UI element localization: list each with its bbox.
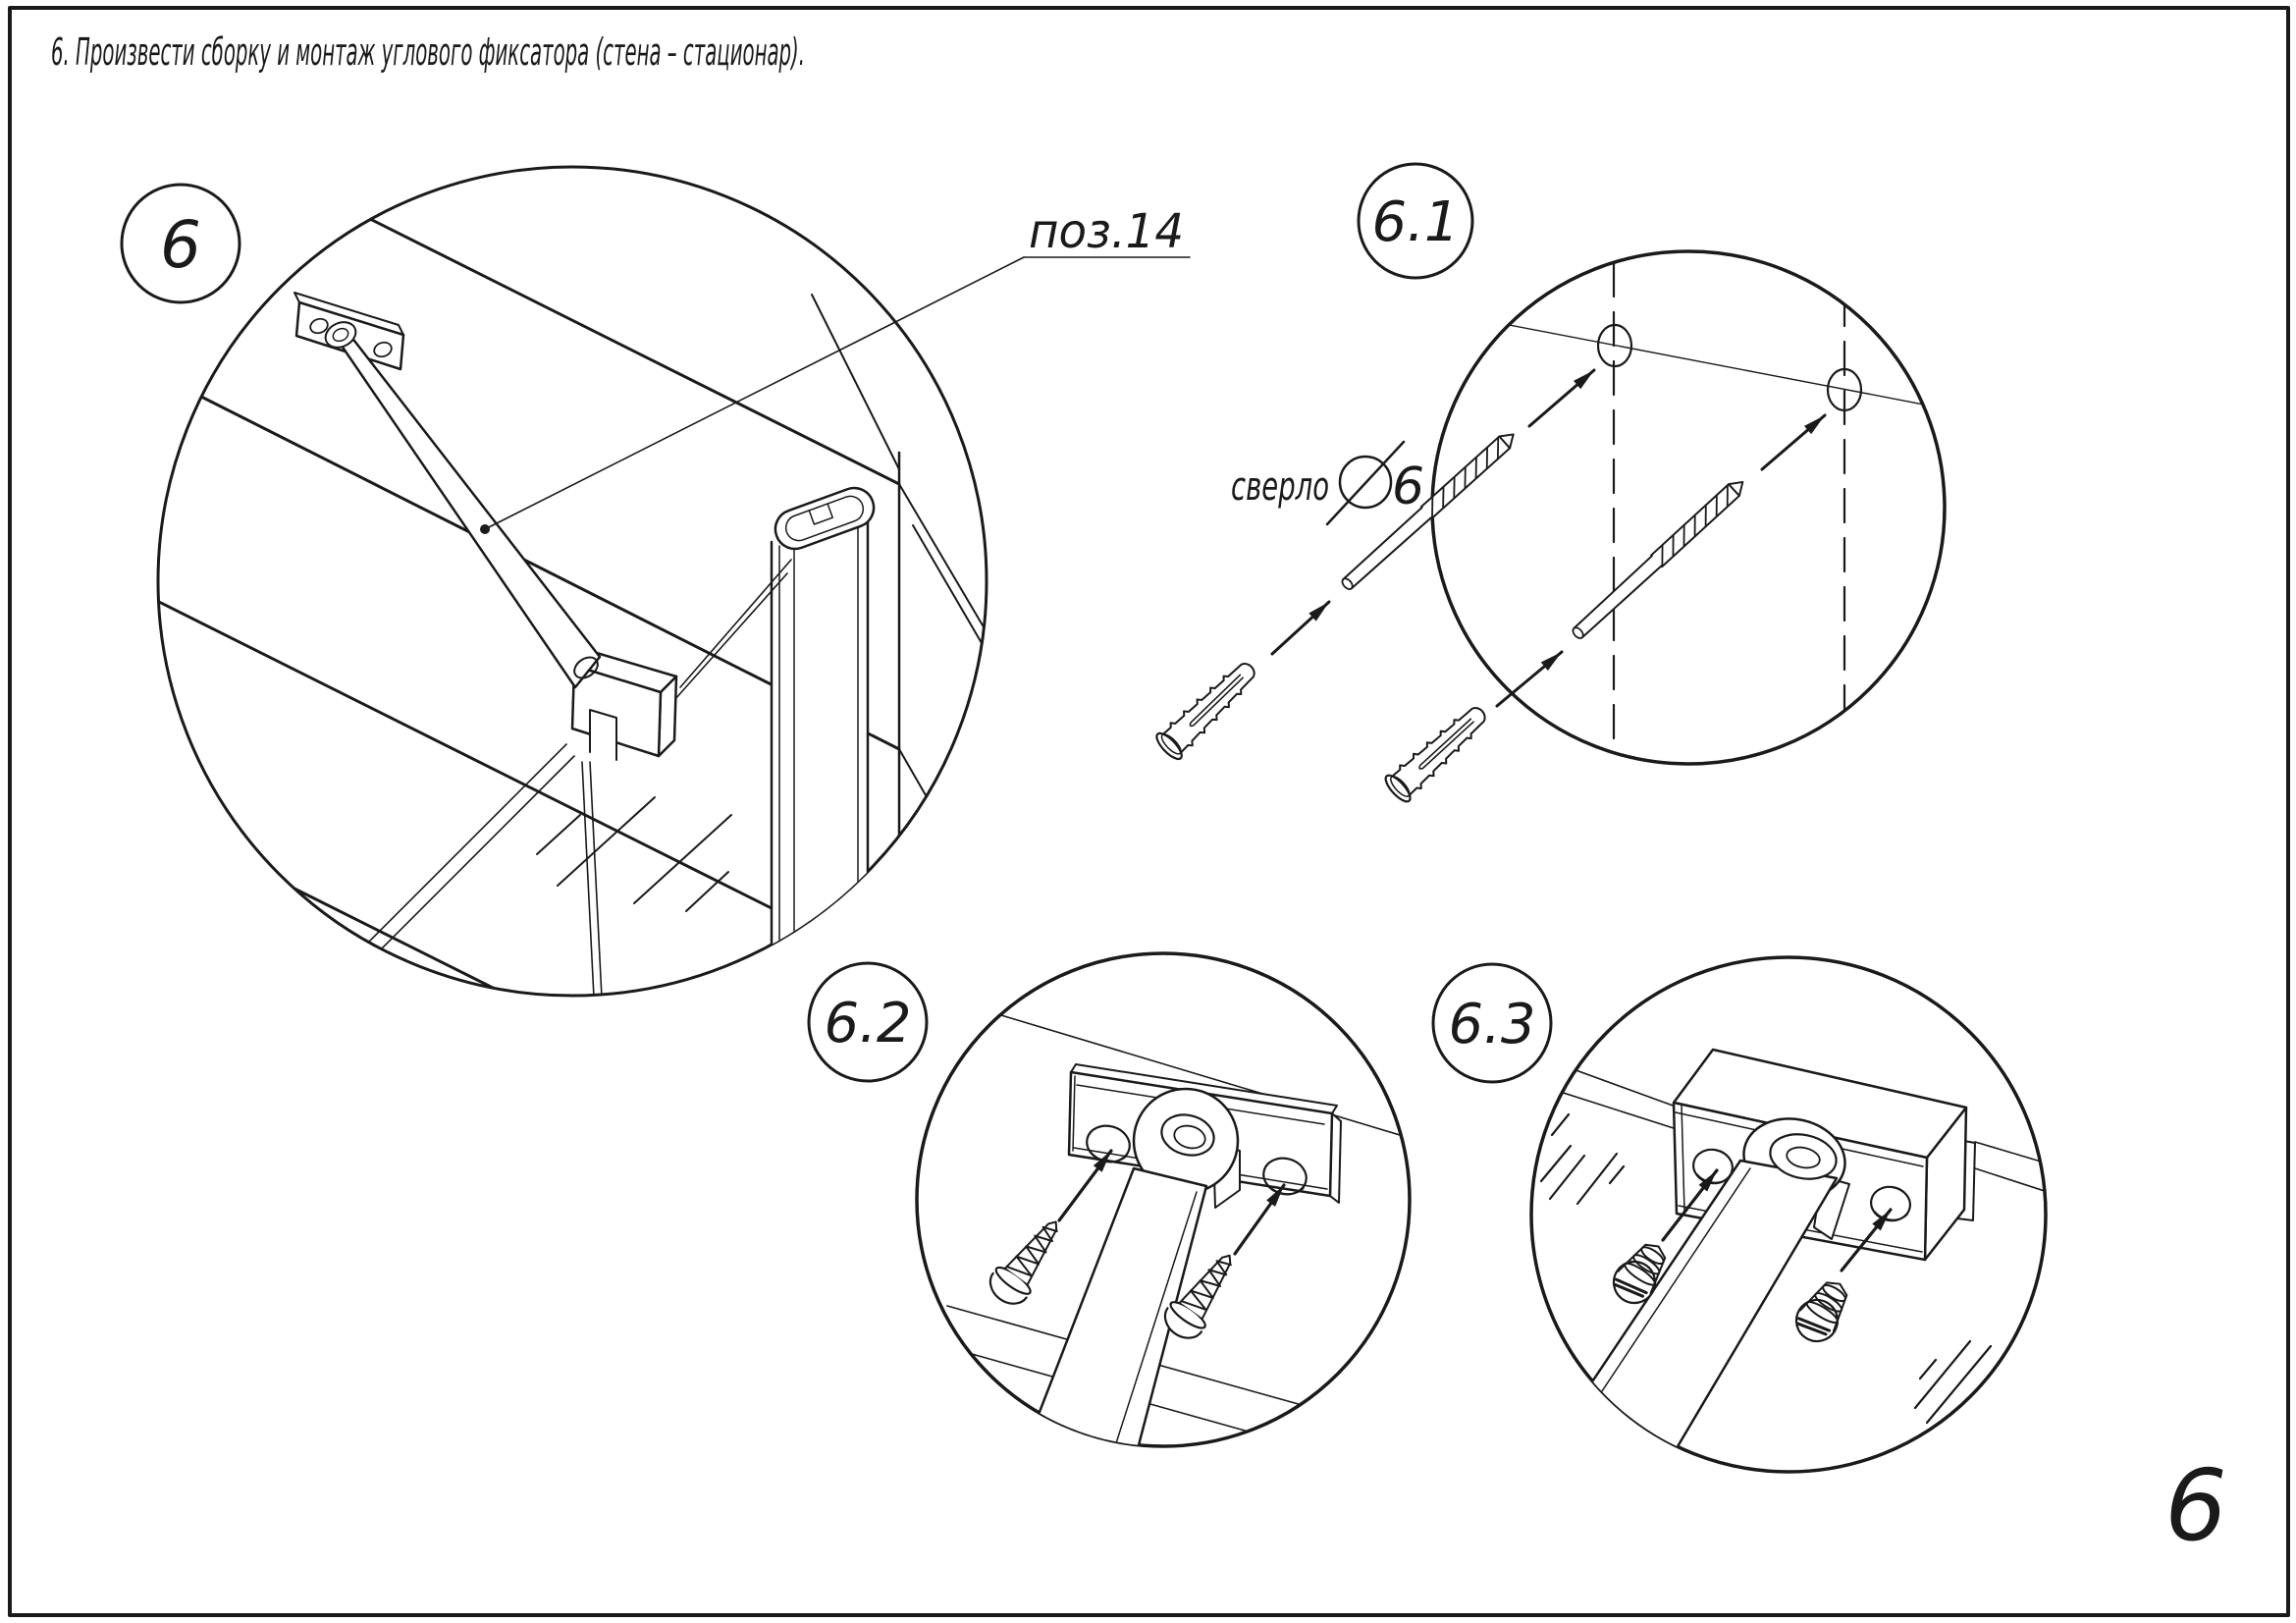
arrow-icon [1272,602,1329,654]
detail-view-6-2 [809,953,1419,1483]
view-circle-6-1 [1432,251,1945,764]
drill-diameter-value: 6 [1392,458,1425,516]
arrow-icon [1497,652,1562,706]
scene-wall-marking [1453,263,1924,754]
drill-annotation-text: сверло [1231,464,1329,510]
scene-plate-fastening [947,1009,1419,1483]
detail-label-6-2: 6.2 [824,992,912,1055]
detail-view-6-1 [1153,164,1945,805]
drill-annotation [1231,442,1424,524]
arrow-icon [1059,1151,1111,1220]
page-number: 6 [2164,1448,2227,1563]
arrow-icon [1529,370,1594,426]
callout-label: поз.14 [1029,204,1184,259]
glass-panel-edges [324,744,602,999]
callout-pos14 [485,204,1190,529]
drill-bit [1339,428,1519,592]
wall-plug [1382,699,1494,805]
arrow-icon [1235,1185,1284,1254]
screw [984,1210,1073,1311]
arrow-icon [1762,415,1825,469]
support-arm [321,317,601,687]
detail-view-6 [122,167,1190,1085]
glass-hatch-marks [537,797,731,911]
wall-profile [770,482,879,967]
scene-corner-assembly [147,217,986,1085]
screw [1789,1273,1857,1349]
glass-hatch-marks-left [1541,1114,1624,1204]
detail-label-6-3: 6.3 [1448,993,1536,1056]
drill-bit [1570,476,1747,641]
direction-arrows [1272,370,1825,706]
detail-view-6-3 [1433,957,2048,1472]
wall-joint-line [1453,314,1924,405]
wall-plug [1153,655,1263,763]
detail-label-6-1: 6.1 [1371,190,1460,254]
page-title: 6. Произвести сборку и монтаж углового фиксатора (стена – стационар). [51,30,805,74]
detail-label-6: 6 [160,207,201,283]
